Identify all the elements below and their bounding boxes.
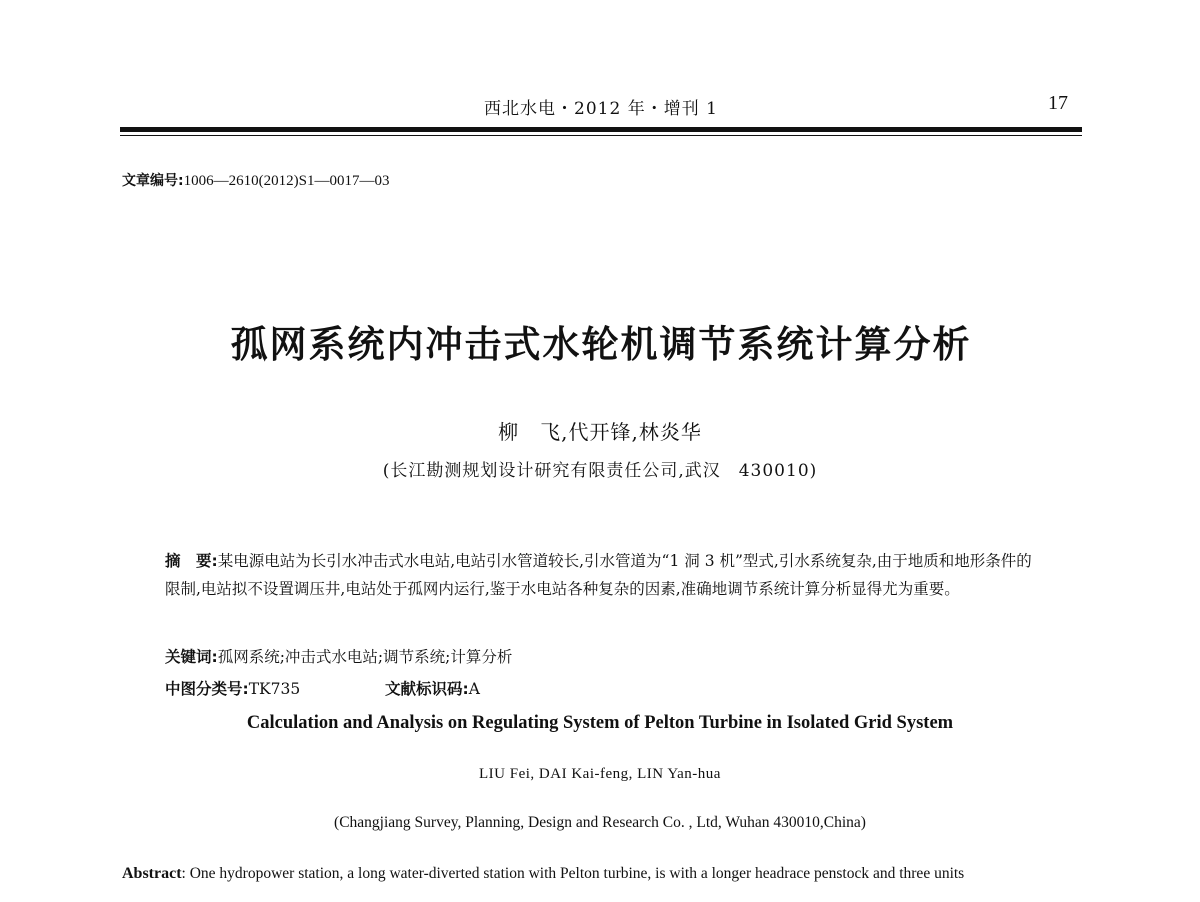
clc-label: 中图分类号: xyxy=(165,680,249,698)
affiliation-en: (Changjiang Survey, Planning, Design and Research Co. , Ltd, Wuhan 430010,China) xyxy=(334,814,866,831)
page-number: 17 xyxy=(1048,92,1068,114)
authors-en: LIU Fei, DAI Kai-feng, LIN Yan-hua xyxy=(479,766,721,782)
header-rule-thick xyxy=(120,127,1082,132)
abstract-cn-label: 摘 要: xyxy=(165,552,218,570)
abstract-en-separator: : xyxy=(181,865,190,882)
keywords-cn xyxy=(165,645,1047,667)
journal-info: 西北水电・2012 年・增刊 1 xyxy=(484,99,718,119)
article-number xyxy=(122,170,389,190)
article-number-label: 文章编号: xyxy=(122,173,184,189)
article-number-value: 1006—2610(2012)S1—0017—03 xyxy=(183,173,390,189)
doc-code xyxy=(385,677,480,699)
abstract-en-text: One hydropower station, a long water-diverted station with Pelton turbine, is with a longer headrace penstock and three units xyxy=(189,865,965,882)
clc-code xyxy=(165,680,300,698)
doc-code-label: 文献标识码: xyxy=(385,680,469,698)
keywords-cn-text: 孤网系统;冲击式水电站;调节系统;计算分析 xyxy=(217,648,513,666)
running-header xyxy=(120,92,1082,120)
header-rule-thin xyxy=(120,135,1082,136)
affiliation-cn: (长江勘测规划设计研究有限责任公司,武汉 430010) xyxy=(382,461,818,481)
abstract-en-label: Abstract xyxy=(122,865,182,882)
abstract-cn xyxy=(165,547,1047,603)
paper-title-en: Calculation and Analysis on Regulating System of Pelton Turbine in Isolated Grid System xyxy=(246,713,954,733)
authors-cn: 柳 飞,代开锋,林炎华 xyxy=(498,420,702,444)
clc-value: TK735 xyxy=(248,680,301,698)
keywords-cn-label: 关键词: xyxy=(165,648,218,666)
classification-row xyxy=(165,677,1047,699)
abstract-en xyxy=(122,860,1084,888)
abstract-cn-text: 某电源电站为长引水冲击式水电站,电站引水管道较长,引水管道为“1 洞 3 机”型式,引水系统复杂,由于地质和地形条件的限制,电站拟不设置调压井,电站处于孤网内运行,鉴于水电站各种复杂的因素,准确地调节系统计算分析显得尤为重要。 xyxy=(165,552,1032,598)
paper-title-cn: 孤网系统内冲击式水轮机调节系统计算分析 xyxy=(230,323,972,366)
doc-code-value: A xyxy=(468,680,480,698)
